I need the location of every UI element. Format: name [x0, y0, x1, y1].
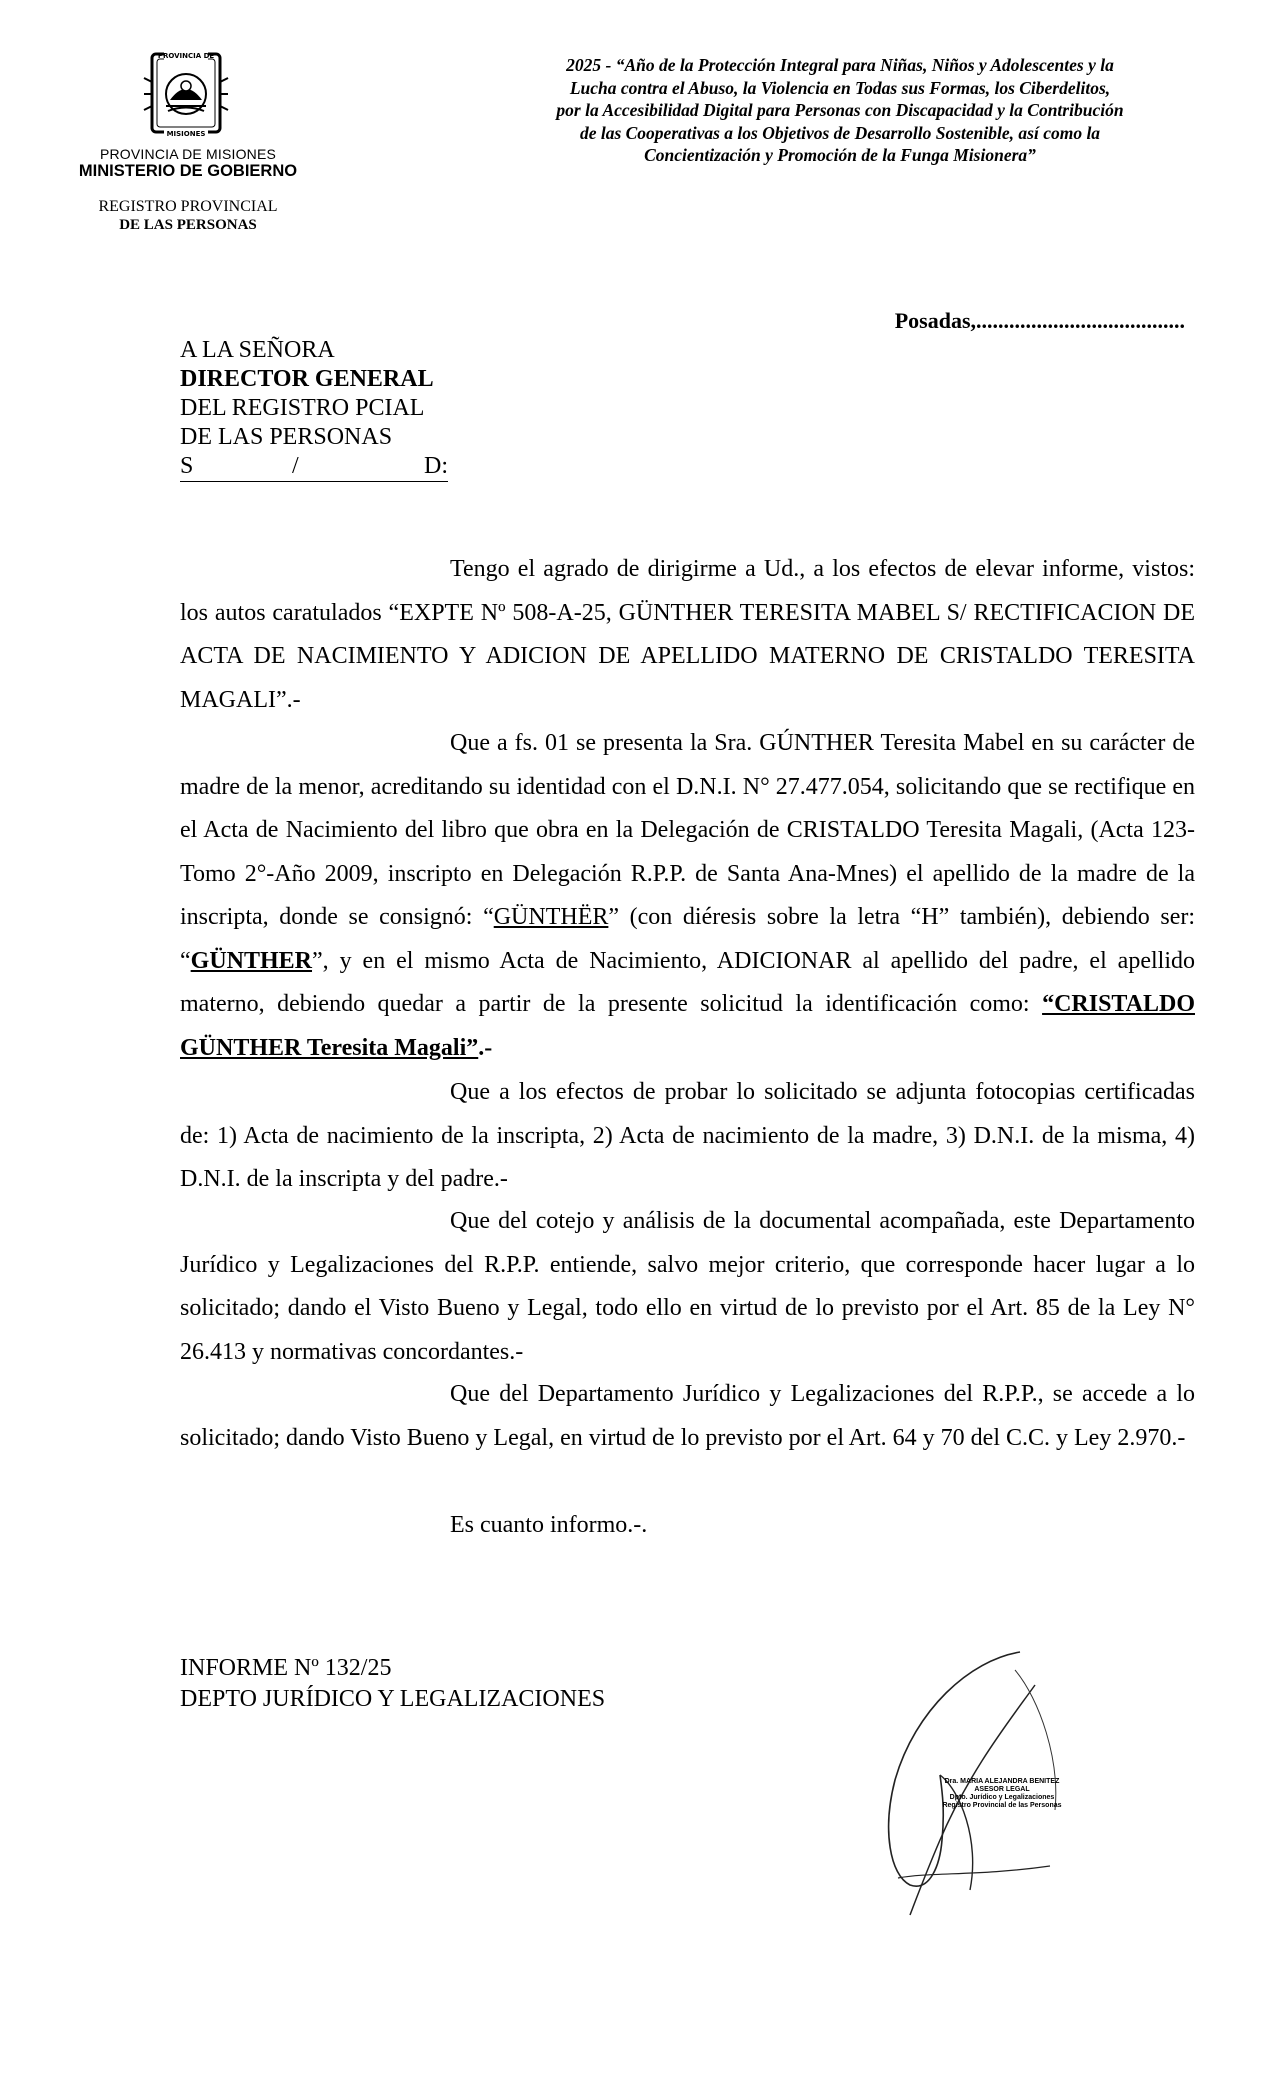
place-date-line: Posadas,...................................... — [894, 308, 1185, 333]
correct-surname: GÜNTHER — [190, 947, 313, 974]
addressee-block — [180, 336, 448, 482]
stamp-name: Dra. MARIA ALEJANDRA BENITEZ — [944, 1778, 1060, 1785]
wrong-surname: GÜNTHËR — [493, 904, 609, 930]
stamp-institution: Registro Provincial de las Personas — [942, 1802, 1062, 1809]
year-motto-line: por la Accesibilidad Digital para Personas con Discapacidad y la Contribución — [556, 100, 1124, 120]
sd-d: D: — [424, 453, 448, 479]
sd-slash: / — [292, 453, 299, 479]
registry-name-line2: DE LAS PERSONAS — [119, 217, 257, 233]
stamp-title: ASESOR LEGAL — [974, 1786, 1030, 1793]
year-motto-line: Concientización y Promoción de la Funga Misionera” — [644, 145, 1036, 165]
stamp-department: Dpto. Jurídico y Legalizaciones — [949, 1794, 1055, 1801]
year-motto-line: 2025 - “Año de la Protección Integral para Niñas, Niños y Adolescentes y la — [566, 55, 1114, 75]
province-seal-logo — [140, 48, 232, 140]
p2-text-b: ” (con diéresis sobre la letra “H” también), debiendo ser: “ — [180, 904, 1196, 974]
report-department: DEPTO JURÍDICO Y LEGALIZACIONES — [180, 1686, 606, 1712]
sd-s: S — [180, 453, 194, 479]
year-motto-line: de las Cooperativas a los Objetivos de Desarrollo Sostenible, así como la — [579, 122, 1101, 143]
p2-text-c: ”, y en el mismo Acta de Nacimiento, ADICIONAR al apellido del padre, el apellido materno, debiendo quedar a partir de la presente solicitud la identificación como: — [180, 947, 1195, 1017]
final-full-name: “CRISTALDO GÜNTHER Teresita Magali” — [180, 991, 1195, 1061]
ministry-name: MINISTERIO DE GOBIERNO — [78, 162, 298, 180]
addressee-title: DIRECTOR GENERAL — [180, 366, 434, 392]
addressee-line: DE LAS PERSONAS — [180, 424, 393, 450]
p2-text-d: .- — [478, 1034, 493, 1061]
seal-text-top: PROVINCIA DE — [157, 52, 215, 60]
year-motto-line: Lucha contra el Abuso, la Violencia en Todas sus Formas, los Ciberdelitos, — [569, 77, 1111, 98]
signature-stamp — [922, 1778, 1082, 1810]
body-paragraph-5: Que del Departamento Jurídico y Legalizaciones del R.P.P., se accede a lo solicitado; dando Visto Bueno y Legal, en virtud de lo previsto por el Art. 64 y 70 del C.C. y Ley 2.970.- — [180, 1381, 1195, 1451]
year-motto — [470, 54, 1210, 167]
addressee-line: A LA SEÑORA — [180, 337, 335, 363]
report-number: INFORME Nº 132/25 — [180, 1655, 392, 1681]
province-name: PROVINCIA DE MISIONES — [99, 146, 277, 162]
addressee-sd-line — [180, 452, 448, 482]
body-paragraph-2 — [180, 722, 1195, 1070]
body-paragraph-4: Que del cotejo y análisis de la documental acompañada, este Departamento Jurídico y Legalizaciones del R.P.P. entiende, salvo mejor criterio, que corresponde hacer lugar a lo solicitado; dando el Visto Bueno y Legal, todo ello en virtud de lo previsto por el Art. 85 de la Ley N° 26.413 y normativas concordantes.- — [180, 1208, 1195, 1365]
addressee-line: DEL REGISTRO PCIAL — [180, 395, 425, 421]
registry-name-line1: REGISTRO PROVINCIAL — [98, 198, 278, 215]
body-paragraph-1: Tengo el agrado de dirigirme a Ud., a los efectos de elevar informe, vistos: los autos caratulados “EXPTE Nº 508-A-25, GÜNTHER TERESITA MABEL S/ RECTIFICACION DE ACTA DE NACIMIENTO Y ADICION DE APELLIDO MATERNO DE CRISTALDO TERESITA MAGALI”.- — [180, 556, 1195, 713]
p2-text-a: Que a fs. 01 se presenta la Sra. GÚNTHER Teresita Mabel en su carácter de madre de la menor, acreditando su identidad con el D.N.I. N° 27.477.054, solicitando que se rectifique en el Acta de Nacimiento del libro que obra en la Delegación de CRISTALDO Teresita Magali, (Acta 123-Tomo 2°-Año 2009, inscripto en Delegación R.P.P. de Santa Ana-Mnes) el apellido de la madre de la inscripta, donde se consignó: “ — [180, 730, 1195, 930]
closing-line: Es cuanto informo.-. — [450, 1512, 648, 1538]
seal-text-bottom: MISIONES — [166, 130, 206, 138]
body-paragraph-3: Que a los efectos de probar lo solicitado se adjunta fotocopias certificadas de: 1) Acta de nacimiento de la inscripta, 2) Acta de nacimiento de la madre, 3) D.N.I. de la misma, 4) D.N.I. de la inscripta y del padre.- — [180, 1079, 1195, 1192]
